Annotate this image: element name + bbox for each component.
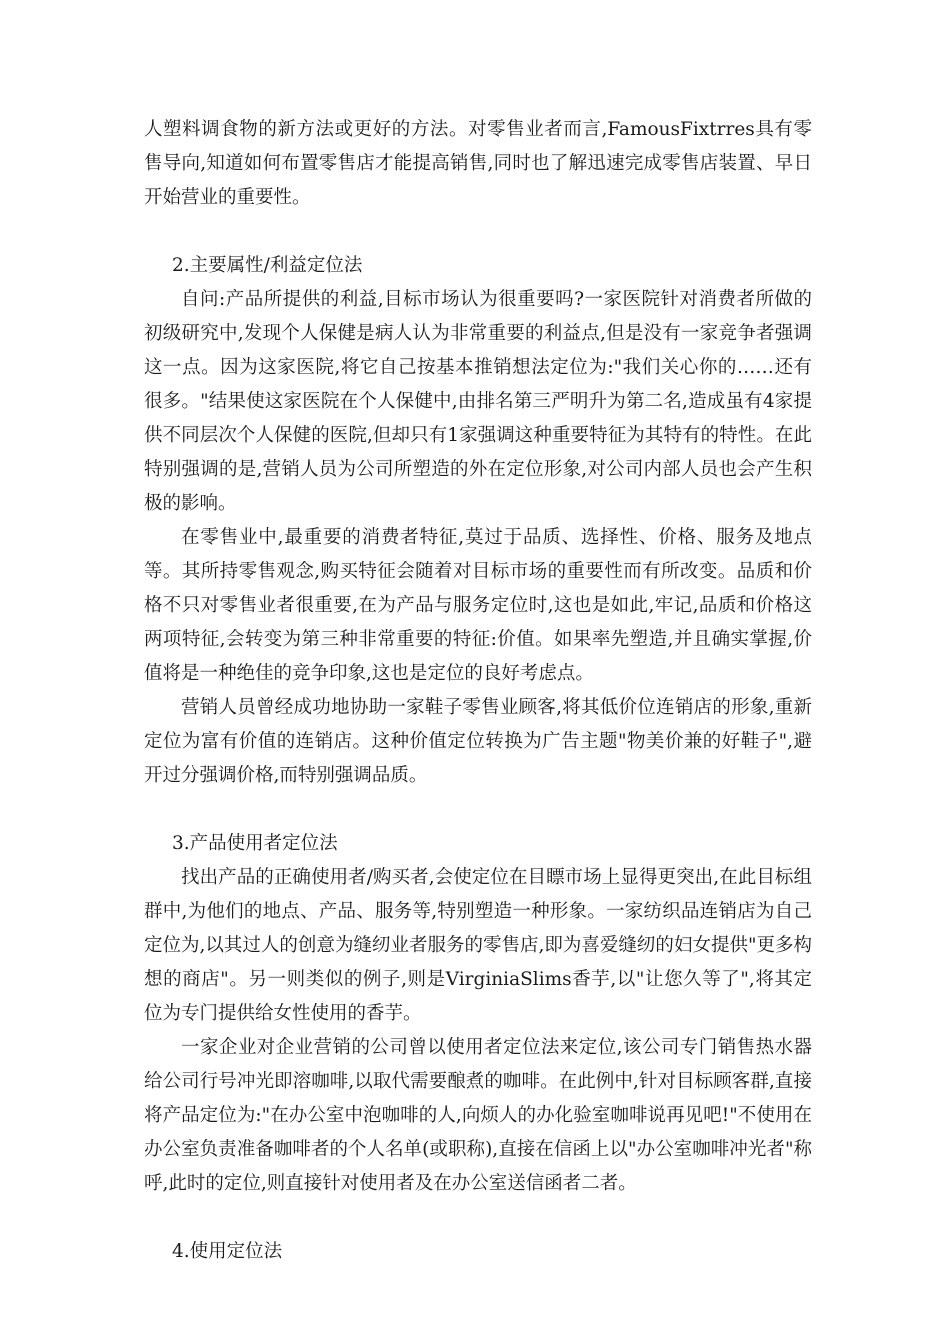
paragraph-textile-store-example: 找出产品的正确使用者/购买者,会使定位在目瞟市场上显得更突出,在此目标组群中,为他们的地点、产品、服务等,特别塑造一种形象。一家纺织品连销店为自己定位为,以其过人的创意为缝纫业者服务的零售店,即为喜爱缝纫的妇女提供"更多构想的商店"。另一则类似的例子,则是VirginiaSlims香芋,以"让您久等了",将其定位为专门提供给女性使用的香芋。 bbox=[144, 867, 812, 1024]
section-gap bbox=[144, 1201, 812, 1235]
section-heading-product-user: 3.产品使用者定位法 bbox=[172, 833, 338, 854]
section-heading-attribute-benefit: 2.主要属性/利益定位法 bbox=[172, 255, 363, 276]
paragraph-coffee-example: 一家企业对企业营销的公司曾以使用者定位法来定位,该公司专门销售热水器给公司行号冲光即溶咖啡,以取代需要酿煮的咖啡。在此例中,针对目标顾客群,直接将产品定位为:"在办公室中泡咖啡的人,向烦人的办化验室咖啡说再见吧!"不使用在办公室负责准备咖啡者的个人名单(或职称),直接在信函上以"办公室咖啡冲光者"称呼,此时的定位,则直接针对使用者及在办公室送信函者二者。 bbox=[144, 1037, 812, 1194]
section-heading-usage: 4.使用定位法 bbox=[172, 1241, 283, 1262]
paragraph-hospital-example: 自问:产品所提供的利益,目标市场认为很重要吗?一家医院针对消费者所做的初级研究中,发现个人保健是病人认为非常重要的利益点,但是没有一家竞争者强调这一点。因为这家医院,将它自己按基本推销想法定位为:"我们关心你的……还有很多。"结果使这家医院在个人保健中,由排名第三严明升为第二名,造成虽有4家提供不同层次个人保健的医院,但却只有1家强调这种重要特征为其特有的特性。在此特别强调的是,营销人员为公司所塑造的外在定位形象,对公司内部人员也会产生积极的影响。 bbox=[144, 289, 812, 514]
document-page bbox=[144, 113, 812, 1269]
section-gap bbox=[144, 215, 812, 249]
paragraph-shoe-store-example: 营销人员曾经成功地协助一家鞋子零售业顾客,将其低价位连销店的形象,重新定位为富有价值的连销店。这种价值定位转换为广告主题"物美价兼的好鞋子",避开过分强调价格,而特别强调品质。 bbox=[144, 697, 812, 786]
paragraph-retail-characteristics: 在零售业中,最重要的消费者特征,莫过于品质、选择性、价格、服务及地点等。其所持零售观念,购买特征会随着对目标市场的重要性而有所改变。品质和价格不只对零售业者很重要,在为产品与服务定位时,这也是如此,牢记,品质和价格这两项特征,会转变为第三种非常重要的特征:价值。如果率先塑造,并且确实掌握,价值将是一种绝佳的竞争印象,这也是定位的良好考虑点。 bbox=[144, 527, 812, 684]
paragraph-intro: 人塑料调食物的新方法或更好的方法。对零售业者而言,FamousFixtrres具有零售导向,知道如何布置零售店才能提高销售,同时也了解迅速完成零售店装置、早日开始营业的重要性。 bbox=[144, 119, 812, 208]
section-gap bbox=[144, 793, 812, 827]
